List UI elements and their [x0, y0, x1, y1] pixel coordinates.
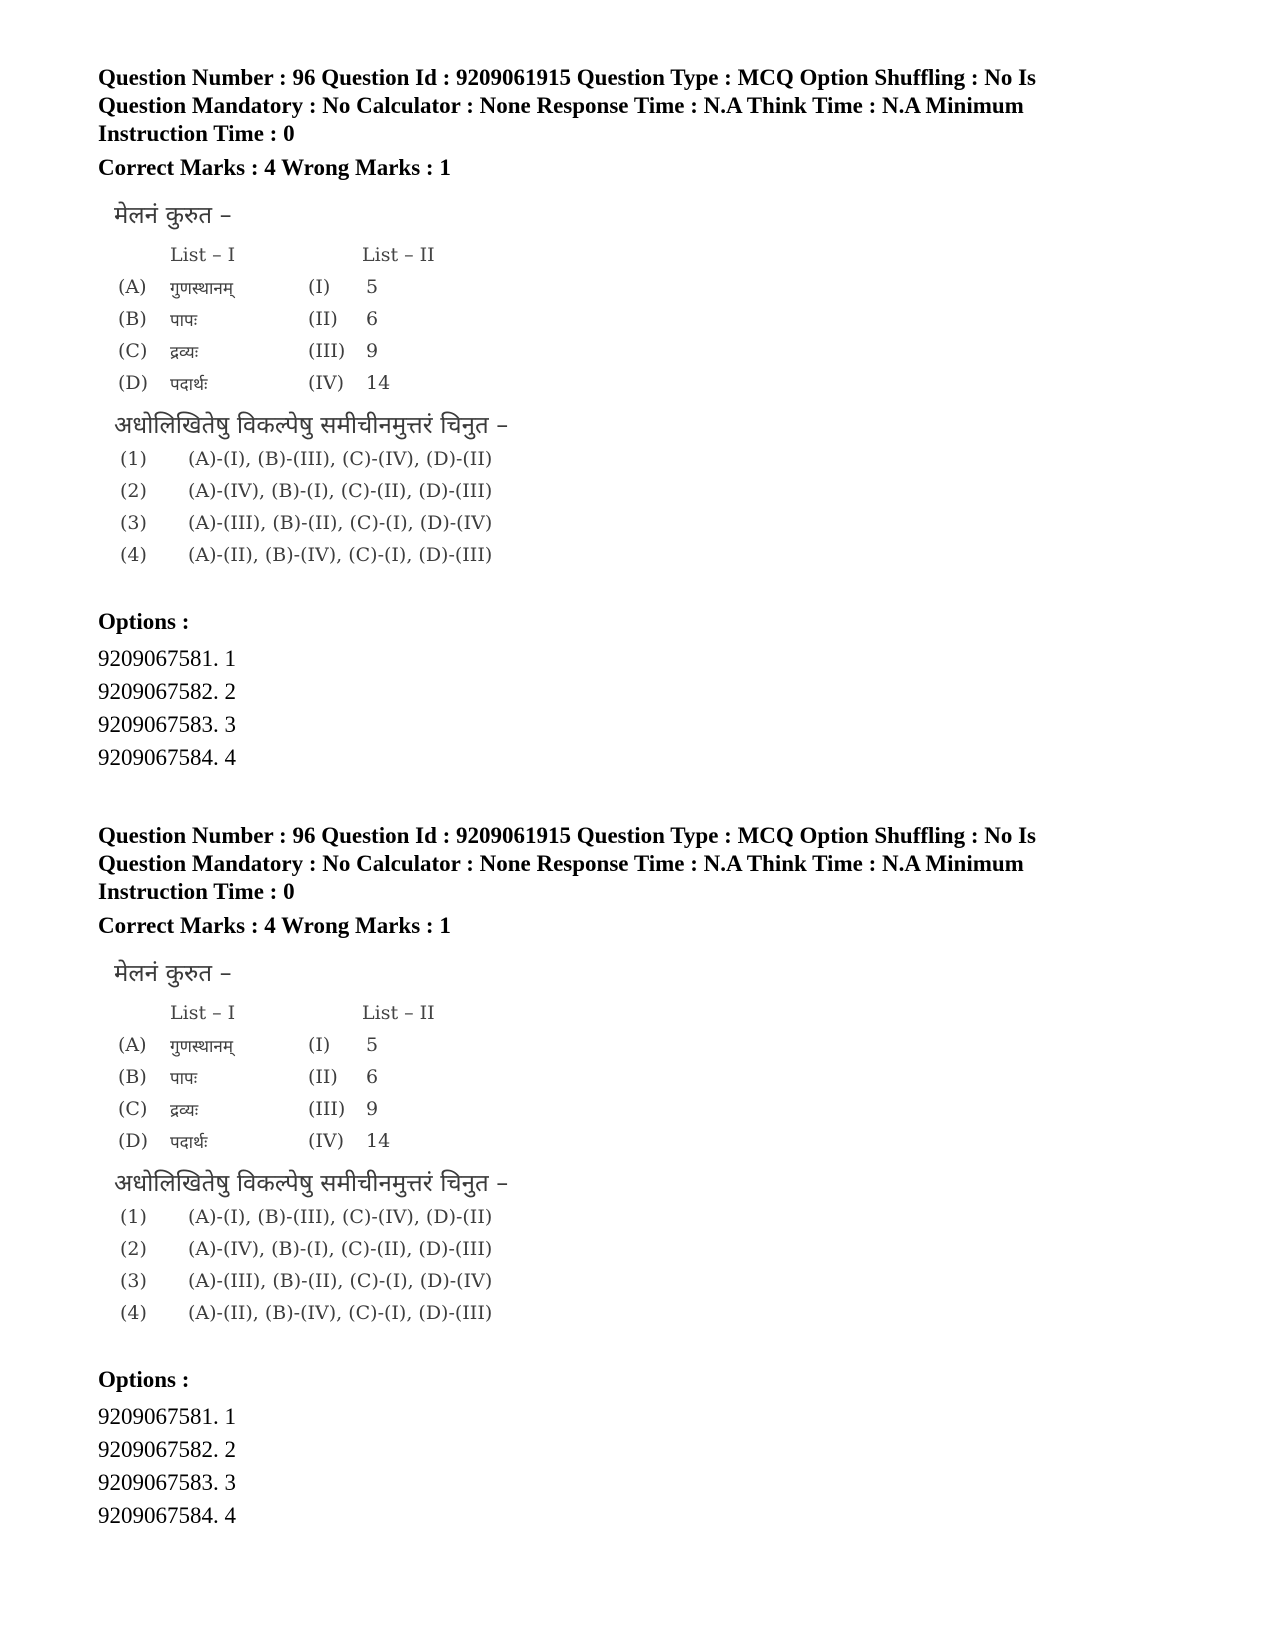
- row-roman: (I): [308, 1034, 331, 1056]
- row-value: 14: [366, 1130, 391, 1152]
- row-roman: (IV): [308, 372, 345, 394]
- row-roman: (IV): [308, 1130, 345, 1152]
- option-item: 9209067581. 1: [98, 646, 236, 671]
- row-label: (C): [118, 1098, 148, 1120]
- row-value: 5: [366, 276, 379, 298]
- choice-number: (2): [120, 480, 147, 502]
- row-roman: (III): [308, 340, 346, 362]
- row-value: 6: [366, 1066, 379, 1088]
- row-value: 9: [366, 340, 379, 362]
- choice-number: (3): [120, 512, 147, 534]
- choice-text: (A)-(II), (B)-(IV), (C)-(I), (D)-(III): [188, 1302, 493, 1324]
- match-row: [112, 274, 532, 306]
- option-item: 9209067583. 3: [98, 712, 236, 737]
- row-item: गुणस्थानम्: [170, 279, 234, 299]
- row-label: (D): [118, 372, 149, 394]
- row-value: 6: [366, 308, 379, 330]
- choice-text: (A)-(I), (B)-(III), (C)-(IV), (D)-(II): [188, 1206, 493, 1228]
- row-item: द्रव्यः: [170, 343, 199, 363]
- option-item: 9209067583. 3: [98, 1470, 236, 1495]
- choice-row: [114, 510, 554, 542]
- choice-text: (A)-(I), (B)-(III), (C)-(IV), (D)-(II): [188, 448, 493, 470]
- row-label: (B): [118, 1066, 147, 1088]
- option-item: 9209067582. 2: [98, 679, 236, 704]
- match-row: [112, 1096, 532, 1128]
- question-meta: [98, 822, 1178, 906]
- row-label: (B): [118, 308, 147, 330]
- match-table: [112, 1032, 532, 1160]
- question-title: मेलनं कुरुत –: [114, 201, 232, 229]
- meta-line: Question Number : 96 Question Id : 9209061915 Question Type : MCQ Option Shuffling : No Is: [98, 65, 1037, 90]
- question-title: मेलनं कुरुत –: [114, 959, 232, 987]
- choice-row: [114, 542, 554, 574]
- choice-row: [114, 478, 554, 510]
- options-heading: Options :: [98, 1367, 190, 1392]
- match-row: [112, 1128, 532, 1160]
- options-heading: Options :: [98, 609, 190, 634]
- question-image: [104, 956, 554, 1356]
- row-item: गुणस्थानम्: [170, 1037, 234, 1057]
- option-item: 9209067582. 2: [98, 1437, 236, 1462]
- row-roman: (II): [308, 1066, 338, 1088]
- question-block: [98, 822, 1178, 1532]
- option-item: 9209067584. 4: [98, 1503, 236, 1528]
- choice-number: (4): [120, 1302, 147, 1324]
- row-label: (A): [118, 276, 147, 298]
- option-item: 9209067584. 4: [98, 745, 236, 770]
- option-item: 9209067581. 1: [98, 1404, 236, 1429]
- list1-heading: List – I: [170, 244, 236, 266]
- match-row: [112, 338, 532, 370]
- question-instruction: अधोलिखितेषु विकल्पेषु समीचीनमुत्तरं चिनुत –: [114, 1169, 509, 1197]
- choice-row: [114, 1236, 554, 1268]
- row-item: पदार्थः: [170, 1133, 208, 1153]
- row-label: (A): [118, 1034, 147, 1056]
- meta-line: Instruction Time : 0: [98, 879, 295, 904]
- marks-line: Correct Marks : 4 Wrong Marks : 1: [98, 155, 451, 180]
- match-row: [112, 306, 532, 338]
- choice-text: (A)-(IV), (B)-(I), (C)-(II), (D)-(III): [188, 1238, 493, 1260]
- question-image: [104, 198, 554, 598]
- row-item: पापः: [170, 1069, 198, 1089]
- row-item: पदार्थः: [170, 375, 208, 395]
- meta-line: Instruction Time : 0: [98, 121, 295, 146]
- row-value: 14: [366, 372, 391, 394]
- match-row: [112, 1032, 532, 1064]
- meta-line: Question Mandatory : No Calculator : None Response Time : N.A Think Time : N.A Minimum: [98, 851, 1024, 876]
- choice-number: (1): [120, 448, 147, 470]
- choice-number: (3): [120, 1270, 147, 1292]
- question-instruction: अधोलिखितेषु विकल्पेषु समीचीनमुत्तरं चिनुत –: [114, 411, 509, 439]
- row-roman: (III): [308, 1098, 346, 1120]
- match-table: [112, 274, 532, 402]
- choice-row: [114, 1268, 554, 1300]
- choice-row: [114, 1204, 554, 1236]
- meta-line: Question Number : 96 Question Id : 9209061915 Question Type : MCQ Option Shuffling : No Is: [98, 823, 1037, 848]
- choice-number: (1): [120, 1206, 147, 1228]
- question-meta: [98, 64, 1178, 148]
- match-row: [112, 1064, 532, 1096]
- choice-list: [114, 446, 554, 574]
- choice-number: (4): [120, 544, 147, 566]
- marks-line: Correct Marks : 4 Wrong Marks : 1: [98, 913, 451, 938]
- row-item: द्रव्यः: [170, 1101, 199, 1121]
- list2-heading: List – II: [362, 244, 435, 266]
- options-list: [98, 1400, 1178, 1532]
- row-roman: (I): [308, 276, 331, 298]
- choice-row: [114, 1300, 554, 1332]
- list1-heading: List – I: [170, 1002, 236, 1024]
- match-row: [112, 370, 532, 402]
- choice-text: (A)-(III), (B)-(II), (C)-(I), (D)-(IV): [188, 512, 493, 534]
- row-label: (C): [118, 340, 148, 362]
- meta-line: Question Mandatory : No Calculator : None Response Time : N.A Think Time : N.A Minimum: [98, 93, 1024, 118]
- choice-number: (2): [120, 1238, 147, 1260]
- choice-row: [114, 446, 554, 478]
- options-list: [98, 642, 1178, 774]
- question-block: [98, 64, 1178, 774]
- choice-text: (A)-(III), (B)-(II), (C)-(I), (D)-(IV): [188, 1270, 493, 1292]
- list2-heading: List – II: [362, 1002, 435, 1024]
- choice-text: (A)-(IV), (B)-(I), (C)-(II), (D)-(III): [188, 480, 493, 502]
- choice-text: (A)-(II), (B)-(IV), (C)-(I), (D)-(III): [188, 544, 493, 566]
- row-value: 5: [366, 1034, 379, 1056]
- row-value: 9: [366, 1098, 379, 1120]
- row-roman: (II): [308, 308, 338, 330]
- choice-list: [114, 1204, 554, 1332]
- row-item: पापः: [170, 311, 198, 331]
- row-label: (D): [118, 1130, 149, 1152]
